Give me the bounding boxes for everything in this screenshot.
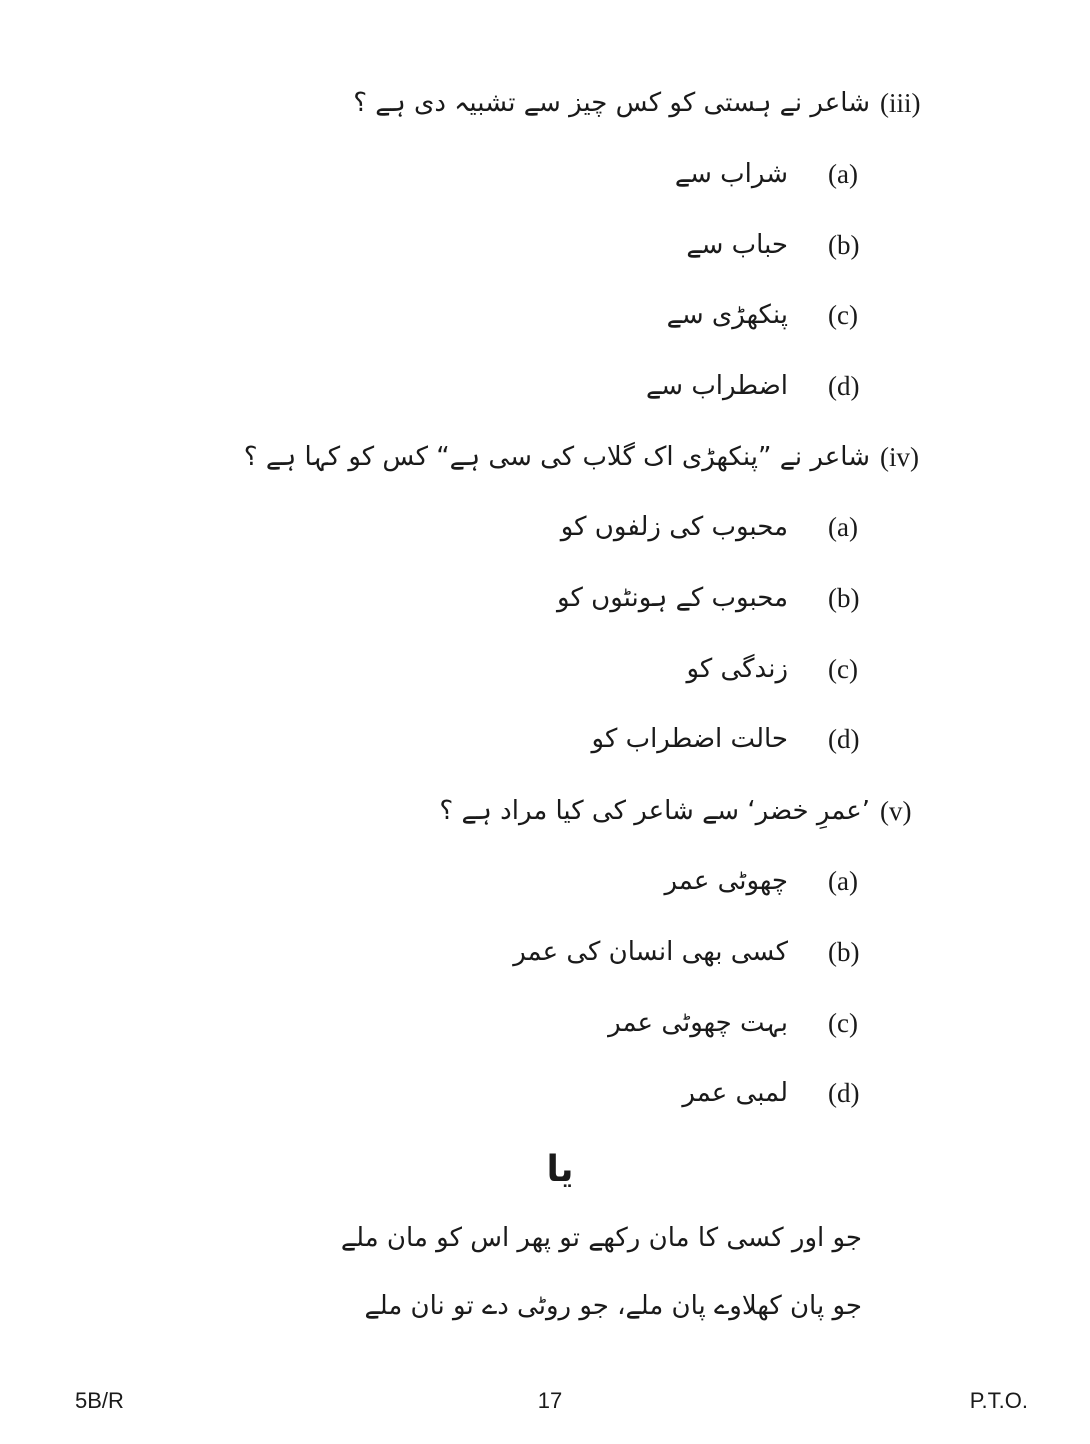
pto-label: P.T.O. [969, 1388, 1028, 1413]
option-text: پنکھڑی سے [666, 300, 788, 330]
option-label: (d) [828, 1078, 860, 1108]
option-label: (c) [828, 1008, 858, 1038]
option-text: شراب سے [674, 159, 788, 189]
option-label: (c) [828, 300, 858, 330]
option-label: (a) [828, 512, 858, 542]
option-label: (b) [828, 583, 860, 613]
option-text: چھوٹی عمر [664, 866, 788, 896]
question-number: (iv) [880, 442, 919, 472]
page-number: 17 [537, 1388, 563, 1413]
option-text: بہت چھوٹی عمر [608, 1008, 788, 1038]
option-text: لمبی عمر [682, 1078, 788, 1108]
question-number: (v) [880, 796, 912, 826]
option-text: محبوب کے ہونٹوں کو [557, 583, 788, 613]
question-text: شاعر نے ہستی کو کس چیز سے تشبیہ دی ہے ؟ [353, 88, 870, 118]
option-label: (a) [828, 159, 858, 189]
verse-line: جو پان کھلاوے پان ملے، جو روٹی دے تو نان ملے [364, 1291, 862, 1321]
option-label: (a) [828, 866, 858, 896]
option-label: (b) [828, 937, 860, 967]
option-label: (b) [828, 230, 860, 260]
paper-code: 5B/R [75, 1388, 124, 1413]
verse-line: جو اور کسی کا مان رکھے تو پھر اس کو مان ملے [340, 1223, 862, 1253]
option-text: اضطراب سے [646, 371, 788, 401]
question-text: شاعر نے ”پنکھڑی اک گلاب کی سی ہے“ کس کو کہا ہے ؟ [243, 442, 870, 472]
question-text: ’عمرِ خضر‘ سے شاعر کی کیا مراد ہے ؟ [439, 796, 870, 826]
option-text: حالت اضطراب کو [591, 724, 788, 754]
option-label: (c) [828, 654, 858, 684]
option-text: زندگی کو [686, 654, 788, 684]
question-number: (iii) [880, 88, 921, 118]
option-text: محبوب کی زلفوں کو [560, 512, 788, 542]
option-text: حباب سے [686, 230, 788, 260]
option-label: (d) [828, 371, 860, 401]
option-label: (d) [828, 724, 860, 754]
option-text: کسی بھی انسان کی عمر [513, 937, 788, 967]
or-separator: یا [546, 1149, 574, 1190]
